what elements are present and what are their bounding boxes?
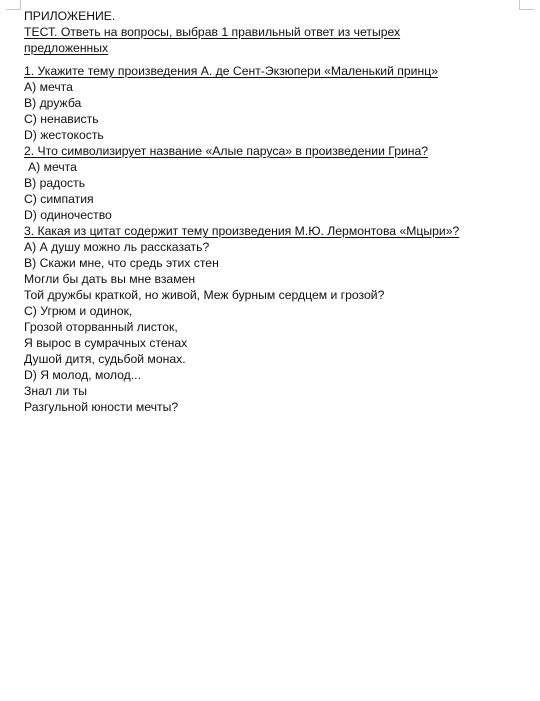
question-1-answer-d: D) жестокость [24,128,104,142]
page-corner-mark-left [6,0,21,10]
question-3-answer-b-line-3: Той дружбы краткой, но живой, Меж бурным сердцем и грозой? [24,288,385,302]
question-3-answer-c-line-4: Душой дитя, судьбой монах. [24,352,186,366]
question-2-text: 2. Что символизирует название «Алые паруса» в произведении Грина? [24,144,429,158]
question-2-answer-d: D) одиночество [24,208,112,222]
question-2-answer-b: В) радость [24,176,86,190]
question-3-answer-d-line-2: Знал ли ты [24,384,88,398]
question-1-answer-c: С) ненависть [24,112,99,126]
question-3-answer-b: В) Скажи мне, что средь этих стен [24,256,219,270]
question-3-answer-c-line-2: Грозой оторванный листок, [24,320,178,334]
question-3-answer-d: D) Я молод, молод... [24,368,141,382]
question-1-answer-b: В) дружба [24,96,82,110]
test-instructions-line-2: предложенных [24,41,109,55]
question-3-answer-b-line-2: Могли бы дать вы мне взамен [24,272,196,286]
document-page [24,8,524,415]
question-3-answer-a: А) А душу можно ль рассказать? [24,240,210,254]
question-1-answer-a: А) мечта [24,80,73,94]
test-instructions-line-1: ТЕСТ. Ответь на вопросы, выбрав 1 правильный ответ из четырех [24,25,401,39]
appendix-title: ПРИЛОЖЕНИЕ. [24,9,116,23]
question-2-answer-c: С) симпатия [24,192,94,206]
question-3-answer-c: С) Угрюм и одинок, [24,304,133,318]
question-3-text: 3. Какая из цитат содержит тему произведения М.Ю. Лермонтова «Мцыри»? [24,224,460,238]
question-3-answer-d-line-3: Разгульной юности мечты? [24,400,179,414]
question-2-answer-a: А) мечта [28,160,77,174]
question-3-answer-c-line-3: Я вырос в сумрачных стенах [24,336,188,350]
question-1-text: 1. Укажите тему произведения А. де Сент-Экзюпери «Маленький принц» [24,64,438,78]
